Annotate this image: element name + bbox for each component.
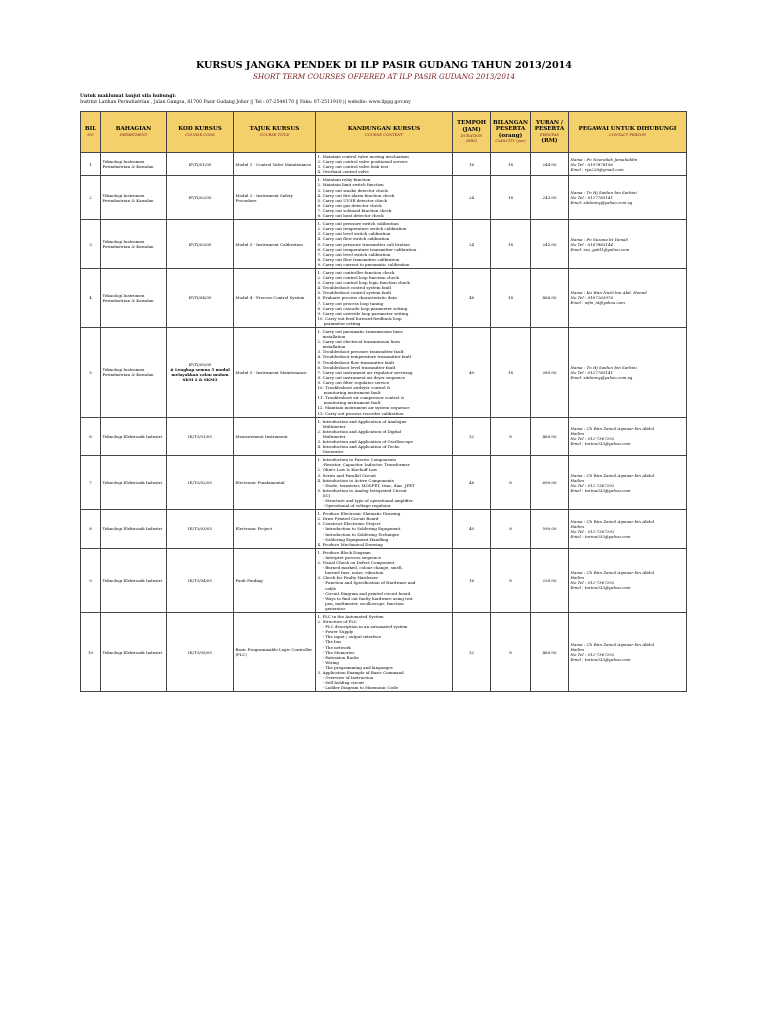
course-contact [569, 456, 687, 510]
course-contact-line: Nama : Pn Nooraliah Jamaluddin [570, 156, 638, 162]
course-code-value: IE/T3/02/05 [188, 480, 212, 486]
course-title: Modul 3 - Instrument Calibration [234, 220, 316, 269]
table-row [81, 456, 687, 510]
course-content-line: 1. Maintain relay function [317, 177, 371, 183]
course-content-line: - Wiring [317, 659, 339, 665]
course-content-line: 7. Carry out process loop tuning [317, 300, 384, 306]
course-content-line: 1. Produce Electronic Shematic Drawing [317, 511, 401, 517]
course-contact-line: Nama : Ch Wan Zainol Aqmaar bin Abdul [570, 642, 655, 648]
course-content-line: - Burned marked, colour change, smell, [317, 565, 403, 571]
table-row [81, 268, 687, 327]
course-content-line: 3. Series and Parallel Circuit [317, 472, 376, 478]
course-content-line: 3. Carry out level switch calibration [317, 231, 391, 237]
column-header [453, 112, 491, 153]
course-content-line: 6. Carry out temperature transmitter calibration [317, 246, 417, 252]
course-fee: 590.00 [531, 510, 569, 549]
column-header-sublabel: COURSE CONTENT [364, 132, 404, 137]
course-content-line: 10. Troubleshoot airdryer control & [317, 385, 391, 391]
course-content-line: 2. Introduction and Application of Digital [317, 428, 402, 434]
course-content-line: Multimeter [317, 433, 346, 439]
course-contact-line: No Tel : 0167883144 [570, 241, 614, 247]
course-content-line: - Circuit Diagram and printed circuit board [317, 590, 411, 596]
course-number: 9 [81, 548, 101, 612]
course-contact-line: No Tel : 0197878196 [570, 161, 614, 167]
course-duration: 16 [453, 153, 491, 176]
course-contact-line: Emel : turinu333@yahoo.com [570, 534, 631, 540]
course-code-note: # Lengkap semua 5 modul melayakkan calon mohon SKM 2 & SKM3 [170, 367, 230, 383]
course-content-line: 9. Carry out override loop parameter setting [317, 310, 409, 316]
course-fee: 486.00 [531, 268, 569, 327]
course-content-line: - Ways to find out faulty hardware using test [317, 595, 413, 601]
column-header-label: BAHAGIAN [115, 126, 152, 133]
course-content-line: 3. Introduction and Application of Oscilloscope [317, 438, 413, 444]
course-capacity: 18 [491, 220, 531, 269]
column-header-sublabel: DURATION (HRS) [460, 133, 483, 143]
course-code-value: IE/T3/03/05 [188, 526, 212, 532]
course-content-line: 2. Carry out temperature switch calibration [317, 226, 407, 232]
course-number: 4 [81, 268, 101, 327]
course-number: 1 [81, 153, 101, 176]
course-fee: 244.00 [531, 153, 569, 176]
column-header-unit: (RM) [541, 137, 558, 144]
course-department: Teknologi Elektronik Industri [101, 456, 167, 510]
course-title: Modul 5 - Instrument Maintenance [234, 328, 316, 418]
course-content [316, 268, 453, 327]
course-content-line: 4. Troubleshoot temperature transmitter fault [317, 354, 412, 360]
course-contact-line: Nama : Ch Wan Zainol Aqmaar bin Abdul [570, 519, 655, 525]
course-fee: 690.00 [531, 456, 569, 510]
course-content-line: 5. Introduction to Analog Integrated Circuit [317, 487, 407, 493]
course-content-line: 13. Carry out process recorder calibration [317, 410, 404, 416]
course-content-line: 4. Carry out flow switch calibration [317, 236, 390, 242]
course-contact-line: Emel : turinu333@yahoo.com [570, 487, 631, 493]
course-content-line: 2. Structure of PLC [317, 619, 357, 625]
course-department: Teknologi Elektronik Industri [101, 548, 167, 612]
course-content-line: 2. Draw Printed Circuit Board [317, 516, 379, 522]
course-content-line: installation [317, 334, 346, 340]
course-code-value: IF/TI/02/05 [188, 195, 212, 201]
document-subtitle: SHORT TERM COURSES OFFERED AT ILP PASIR GUDANG 2013/2014 [252, 72, 516, 81]
course-capacity: 8 [491, 548, 531, 612]
course-content-line: 2. Ohm's Law & Kirchoff Law [317, 467, 378, 473]
course-content-line: 4. Introduction to Active Components [317, 477, 394, 483]
course-code [167, 176, 234, 220]
column-header-sublabel: CONTACT PERSON [608, 132, 647, 137]
course-code [167, 548, 234, 612]
course-code-value: IF/TI/01/05 [188, 161, 212, 167]
course-content-line: 5. Troubleshoot flow transmitter fault [317, 359, 395, 365]
course-content-line: - The network [317, 644, 351, 650]
course-content-line: 5. Carry out pressure transmitter cali bration [317, 241, 410, 247]
info-address: Institut Latihan Perindustrian , Jalan Gangsa, 81700 Pasir Gudang Johor || Tel : 07-2544170 || Faks: 07-2511910 || website: www.ilppg.gov.my [80, 100, 411, 105]
course-content-line: 1. Introduction and Application of Analogue [317, 418, 407, 424]
course-capacity: 8 [491, 456, 531, 510]
table-row [81, 417, 687, 456]
course-content-line: cable [317, 585, 336, 591]
table-row [81, 510, 687, 549]
course-contact-line: Emel : turinu333@yahoo.com [570, 441, 631, 447]
course-title: Fault Finding [234, 548, 316, 612]
course-contact-line: Nama : Ch Wan Zainol Aqmaar bin Abdul [570, 472, 655, 478]
course-content-line: 9. Carry out filter regulator service [317, 379, 390, 385]
course-number: 3 [81, 220, 101, 269]
course-contact-line: Nama : Tn Hj Saidun bin Sarbini [570, 190, 637, 196]
column-header-label: KANDUNGAN KURSUS [347, 126, 421, 133]
course-contact-line: Emel : rya228@ymail.com [570, 166, 624, 172]
course-content-line: - Diode, transistor, MOSFET, triac, diac, JFET [317, 482, 415, 488]
course-capacity: 18 [491, 328, 531, 418]
course-fee: 460.00 [531, 417, 569, 456]
column-header-label: YURAN / PESERTA [534, 119, 565, 133]
column-header-label: KOD KURSUS [178, 126, 222, 133]
course-content-line: 2. Maintain limit switch function [317, 182, 384, 188]
document-title: KURSUS JANGKA PENDEK DI ILP PASIR GUDANG TAHUN 2013/2014 [196, 60, 572, 71]
course-content-line: 1. Carry out controller function check [317, 269, 395, 275]
course-content-line: 6. Troubleshoot level transmitter fault [317, 364, 396, 370]
table-row [81, 328, 687, 418]
course-duration: 48 [453, 456, 491, 510]
column-header [167, 112, 234, 153]
course-department: Teknologi Instrumen Perindustrian & Kawalan [101, 220, 167, 269]
course-contact-line: Hailim [570, 524, 585, 530]
column-header [531, 112, 569, 153]
table-row [81, 612, 687, 691]
info-label: Untuk maklumat lanjut sila hubungi: [80, 94, 176, 99]
course-contact-line: Nama : Ch Wan Zainol Aqmaar bin Abdul [570, 426, 655, 432]
course-content-line: - Structure and type of operational amplifier [317, 498, 413, 503]
course-content-line: installation [317, 344, 346, 350]
course-content-line: 2. Visual Check on Defect Component [317, 560, 395, 566]
column-header [234, 112, 316, 153]
course-content-line: monitoring instrument fault [317, 400, 381, 406]
table-row [81, 153, 687, 176]
course-fee: 230.00 [531, 548, 569, 612]
course-content-line: 4. Carry out fire alarm function check [317, 192, 395, 198]
course-content-line: - PLC description in an automated system [317, 624, 408, 630]
course-content-line: 1. Produce Block Diagram [317, 549, 371, 555]
course-content-line: - Self holding circuit [317, 680, 365, 686]
course-contact-line: Emel : turinu333@yahoo.com [570, 657, 631, 663]
course-title: Modul 1 - Control Valve Maintenance [234, 153, 316, 176]
contact-info [80, 94, 411, 106]
course-content-line: 7. Carry out instrument air regulator servicing [317, 369, 413, 375]
course-number: 6 [81, 417, 101, 456]
course-content-line: 8. Carry out heat detector check [317, 213, 384, 219]
column-header-label: PEGAWAI UNTUK DIHUBUNGI [578, 126, 677, 133]
course-content-line: - Operational of voltage regulator [317, 503, 391, 509]
course-contact-line: Hailim [570, 431, 585, 437]
course-content-line: 5. Carry out UV/IR detector check [317, 197, 387, 203]
course-number: 10 [81, 612, 101, 691]
course-title: Basic Programmable Logic Controller (PLC) [234, 612, 316, 691]
table-body [81, 153, 687, 692]
course-department: Teknologi Instrumen Perindustrian & Kawalan [101, 176, 167, 220]
column-header-sublabel: CAPACITY (pax) [495, 139, 526, 144]
course-content [316, 456, 453, 510]
course-content [316, 548, 453, 612]
course-contact-line: No Tel : 012-7367292 [570, 482, 615, 488]
course-duration: 32 [453, 612, 491, 691]
course-content-line: - Ladder Diagram to Mnemonic Code [317, 685, 399, 691]
column-header [316, 112, 453, 153]
course-content-line: 12. Maintain instrument air system sequence [317, 405, 410, 411]
course-contact [569, 510, 687, 549]
course-capacity: 18 [491, 176, 531, 220]
course-content-line: 1. Maintain control valve moving mechanism [317, 154, 409, 159]
course-title: Electronic Project [234, 510, 316, 549]
course-code-value: IE/T3/01/05 [188, 433, 212, 439]
course-content [316, 510, 453, 549]
course-capacity: 8 [491, 417, 531, 456]
course-code-value: IF/TI/04/05 [188, 295, 212, 301]
course-capacity: 18 [491, 153, 531, 176]
course-content [316, 220, 453, 269]
course-content-line: - The input / output interface [317, 634, 382, 640]
course-code [167, 510, 234, 549]
course-content-line: 3. Carry out control loop logic function check [317, 280, 410, 286]
course-content-line: generator [317, 605, 346, 611]
course-contact-line: Hailim [570, 477, 585, 483]
course-content-line: 4. Troubleshoot control system fault [317, 285, 392, 291]
course-content-line: - Overview of Instruction [317, 675, 374, 681]
course-contact [569, 612, 687, 691]
column-header-label: TAJUK KURSUS [249, 126, 300, 133]
course-code-value: IE/T3/05/05 [188, 649, 212, 655]
course-content-line: parameter setting [317, 320, 361, 326]
course-code-value: IE/T3/04/05 [188, 577, 212, 583]
course-content-line: - The bus [317, 639, 342, 645]
course-title: Measurement Instrument [234, 417, 316, 456]
course-content-line: 8. Carry out instrument air dryer sequence [317, 374, 406, 380]
course-content-line: 7. Carry out level switch calibration [317, 251, 391, 257]
course-content-line: 11. Troubleshoot air compressor control & [317, 395, 405, 401]
course-content-line: 2. Carry out electrical transmission lines [317, 339, 401, 345]
course-content [316, 328, 453, 418]
course-content-line: 10. Carry out feed forward-feedback loop [317, 315, 402, 321]
course-content-line: - Soldering Equipment Handling [317, 536, 389, 542]
course-content-line: - The Memories [317, 649, 355, 655]
course-content-line: 8. Carry out cascade loop parameter setting [317, 305, 408, 311]
course-department: Teknologi Instrumen Perindustrian & Kawalan [101, 328, 167, 418]
course-code [167, 153, 234, 176]
course-contact-line: Emel: sitdonny@yahoo.com.sg [570, 374, 633, 380]
course-title: Modul 2 - Instrument Safety Procedure [234, 176, 316, 220]
course-department: Teknologi Instrumen Perindustrian & Kawalan [101, 268, 167, 327]
column-header-sublabel: DEPARTMENT [119, 132, 148, 137]
column-header-sublabel: COURSE CODE [185, 132, 215, 137]
course-contact-line: Emel : turinu333@yahoo.com [570, 585, 631, 591]
course-content-line: - Function and Specification of Hardware and [317, 580, 416, 586]
course-number: 2 [81, 176, 101, 220]
table-header-row [81, 112, 687, 153]
course-contact-line: No Tel : 012-7367292 [570, 652, 615, 658]
course-content [316, 153, 453, 176]
course-content-line: pen, multimeter, oscilloscope, function [317, 600, 404, 606]
column-header [569, 112, 687, 153]
course-content-line: Generator [317, 449, 344, 455]
course-contact-line: Hailim [570, 647, 585, 653]
course-content-line: 8. Carry out flow transmitter calibration [317, 256, 400, 262]
course-contact-line: Nama : Ku Wan Nazli bin Abd. Hamid [570, 290, 647, 296]
course-contact [569, 328, 687, 418]
course-contact-line: No Tel : 012-7367292 [570, 436, 615, 442]
course-contact [569, 220, 687, 269]
course-duration: 40 [453, 510, 491, 549]
course-content-line: - Interpret process sequence [317, 554, 381, 560]
course-contact-line: Emel: sitdonny@yahoo.com.sg [570, 200, 633, 206]
column-header [491, 112, 531, 153]
course-content-line: Multimeter [317, 423, 346, 429]
course-number: 8 [81, 510, 101, 549]
column-header-sublabel: COURSE TITLE [259, 132, 290, 137]
course-content-line: 4. Introduction and Application of Techo [317, 444, 400, 450]
table-row [81, 220, 687, 269]
course-department: Teknologi Elektronik Industri [101, 510, 167, 549]
document-header [0, 60, 768, 81]
course-code [167, 220, 234, 269]
course-contact [569, 268, 687, 327]
course-contact-line: No Tel : 0167263976 [570, 295, 614, 301]
course-content [316, 176, 453, 220]
course-content-line: 9. Carry out current to pneumatic calibration [317, 261, 410, 267]
course-content-line: - Introduction to Soldering Equipment [317, 526, 401, 532]
course-title: Modul 4 - Process Control System [234, 268, 316, 327]
course-contact-line: Hailim [570, 575, 585, 581]
course-department: Teknologi Elektronik Industri [101, 612, 167, 691]
course-content [316, 612, 453, 691]
course-duration: 40 [453, 328, 491, 418]
course-content-line: - Extension Racks [317, 654, 359, 660]
course-content-line: 3. Carry out smoke detector check [317, 187, 388, 193]
course-content-line: 1. Carry out pneumatic transmission lines [317, 329, 403, 334]
course-fee: 243.00 [531, 176, 569, 220]
course-content-line: 2. Carry out control valve positioned service [317, 159, 408, 165]
course-content-line: 3. Troubleshoot pressure transmitter fault [317, 349, 404, 355]
course-duration: 32 [453, 417, 491, 456]
table-row [81, 176, 687, 220]
course-content-line: 4. Produce Mechanical Drawing [317, 541, 383, 547]
course-department: Teknologi Elektronik Industri [101, 417, 167, 456]
course-contact-line: Nama : Pn Suzana bt Yamali [570, 236, 628, 242]
course-content-line: 2. Carry out control loop function check [317, 275, 399, 281]
course-content [316, 417, 453, 456]
column-header [101, 112, 167, 153]
course-content-line: 7. Carry out solenoid function check [317, 207, 392, 213]
course-number: 5 [81, 328, 101, 418]
course-contact-line: Emel: suz_gold1@yahoo.com [570, 246, 630, 252]
course-content-line: 3. Check for Faulty Hardware [317, 575, 378, 581]
course-title: Electronic Fundamental [234, 456, 316, 510]
course-content-line: burned fuse, noise, vibration [317, 570, 384, 576]
course-contact-line: No Tel : 0127785141 [570, 195, 614, 201]
course-content-line: - Power Supply [317, 629, 354, 635]
course-content-line: 5. Troubleshoot control system fault [317, 290, 392, 296]
course-content-line: 1. Introduction to Passive Components [317, 457, 397, 463]
course-code [167, 417, 234, 456]
course-content-line: (IC) [317, 492, 331, 498]
course-contact-line: No Tel : 0127785141 [570, 369, 614, 375]
course-capacity: 8 [491, 510, 531, 549]
course-code [167, 268, 234, 327]
course-content-line: 1. Carry out pressure switch calibration [317, 221, 399, 227]
course-fee: 243.00 [531, 220, 569, 269]
course-duration: 48 [453, 268, 491, 327]
course-department: Teknologi Instrumen Perindustrian & Kawalan [101, 153, 167, 176]
course-contact [569, 153, 687, 176]
course-content-line: 4. Overhaul control valve [317, 169, 369, 175]
course-table [80, 111, 687, 692]
course-number: 7 [81, 456, 101, 510]
course-contact-line: Nama : Ch Wan Zainol Aqmaar bin Abdul [570, 570, 655, 576]
course-contact [569, 176, 687, 220]
column-header-label: BILANGAN PESERTA (orang) [493, 119, 528, 139]
column-header-label: TEMPOH (JAM) [457, 120, 486, 133]
course-capacity: 8 [491, 612, 531, 691]
course-code-value: IF/TI/03/05 [188, 241, 212, 247]
column-header-sublabel: FEES/PAX [539, 132, 560, 137]
course-contact-line: Nama : Tn Hj Saidun bin Sarbini [570, 364, 637, 370]
course-duration: 24 [453, 220, 491, 269]
course-content-line: 6. Carry out gas detector check [317, 202, 382, 208]
column-header-label: BIL [84, 126, 97, 133]
course-content-line: 3. Application Example of Basic Command [317, 670, 404, 675]
course-code [167, 328, 234, 418]
course-content-line: 3. Construct Electronic Project [317, 521, 381, 527]
course-content-line: - Introduction to Soldering Technique [317, 531, 399, 537]
course-contact-line: No Tel : 012-7367292 [570, 529, 615, 535]
course-content-line: 3. Carry out control valve leak test [317, 164, 389, 170]
course-content-line: 6. Evaluate process characteristic data [317, 295, 397, 301]
course-code [167, 456, 234, 510]
column-header [81, 112, 101, 153]
table-row [81, 548, 687, 612]
course-capacity: 18 [491, 268, 531, 327]
course-code [167, 612, 234, 691]
course-content-line: - The programming and languages [317, 664, 393, 670]
course-code-value: IF/TI/05/05 [188, 362, 212, 368]
course-fee: 280.00 [531, 328, 569, 418]
course-duration: 24 [453, 176, 491, 220]
course-fee: 460.00 [531, 612, 569, 691]
course-contact [569, 417, 687, 456]
course-content-line: monitoring instrument fault [317, 390, 381, 396]
course-content-line: 1. PLC in the Automated System [317, 613, 384, 619]
course-contact [569, 548, 687, 612]
course-contact-line: No Tel : 012-7367292 [570, 580, 615, 586]
course-contact-line: Emel : wfin_nl@yahoo.com [570, 300, 625, 306]
column-header-sublabel: NO [87, 132, 94, 137]
course-content-line: -Resistor, Capacitor, Inductor, Transformer [317, 462, 410, 468]
course-duration: 16 [453, 548, 491, 612]
